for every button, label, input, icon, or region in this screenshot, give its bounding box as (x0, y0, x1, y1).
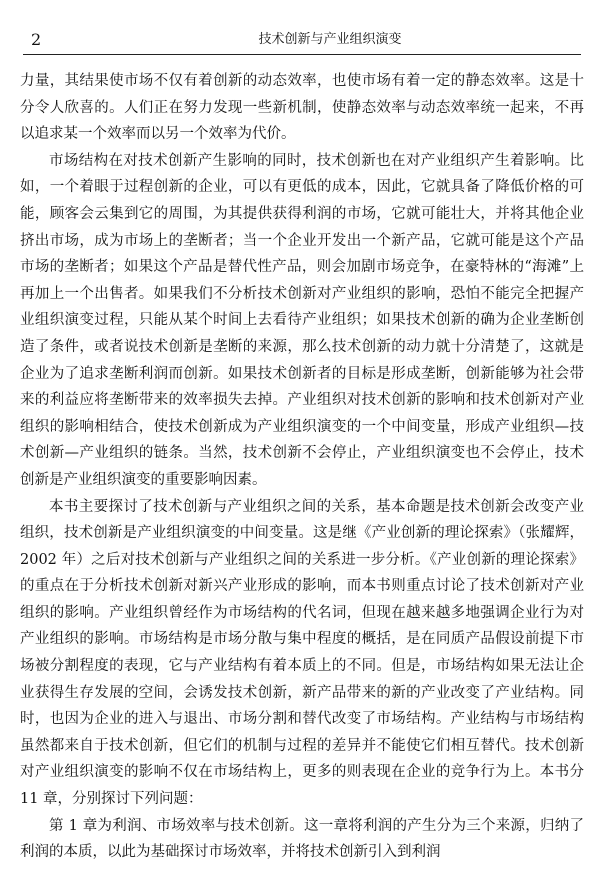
paragraph: 市场结构在对技术创新产生影响的同时，技术创新也在对产业组织产生着影响。比如，一个着眼于过程创新的企业，可以有更低的成本，因此，它就具备了降低价格的可能，顾客会云集到它的周围，为其提供获得利润的市场，它就可能壮大，并将其他企业挤出市场，成为市场上的垄断者；当一个企业开发出一个新产品，它就可能是这个产品市场的垄断者；如果这个产品是替代性产品，则会加剧市场竞争，在豪特林的“海滩”上再加上一个出售者。如果我们不分析技术创新对产业组织的影响，恐怕不能完全把握产业组织演变过程，只能从某个时间上去看待产业组织；如果技术创新的确为企业垄断创造了条件，或者说技术创新是垄断的来源，那么技术创新的动力就十分清楚了，这就是企业为了追求垄断利润而创新。如果技术创新者的目标是形成垄断，创新能够为社会带来的利益应将垄断带来的效率损失去掉。产业组织对技术创新的影响和技术创新对产业组织的影响相结合，使技术创新成为产业组织演变的一个中间变量，形成产业组织—技术创新—产业组织的链条。当然，技术创新不会停止，产业组织演变也不会停止，技术创新是产业组织演变的重要影响因素。 (20, 152, 584, 488)
header-rule (23, 54, 581, 55)
paragraph: 第 1 章为利润、市场效率与技术创新。这一章将利润的产生分为三个来源，归纳了利润的本质，以此为基础探讨市场效率，并将技术创新引入到利润 (20, 817, 584, 861)
paragraph: 本书主要探讨了技术创新与产业组织之间的关系，基本命题是技术创新会改变产业组织，技术创新是产业组织演变的中间变量。这是继《产业创新的理论探索》（张耀辉，2002 年）之后对技术创新与产业组织之间的关系进一步分析。《产业创新的理论探索》的重点在于分析技术创新对新兴产业形成的影响，而本书则重点讨论了技术创新对产业组织的影响。产业组织曾经作为市场结构的代名词，但现在越来越多地强调企业行为对产业组织的影响。市场结构是市场分散与集中程度的概括，是在同质产品假设前提下市场被分割程度的表现，它与产业结构有着本质上的不同。但是，市场结构如果无法让企业获得生存发展的空间，会诱发技术创新，新产品带来的新的产业改变了产业结构。同时，也因为企业的进入与退出、市场分割和替代改变了市场结构。产业结构与市场结构虽然都来自于技术创新，但它们的机制与过程的差异并不能使它们相互替代。技术创新对产业组织演变的影响不仅在市场结构上，更多的则表现在企业的竞争行为上。本书分 11 章，分别探讨下列问题： (20, 498, 584, 808)
body-text (20, 68, 584, 866)
page-header (23, 28, 581, 54)
paragraph: 力量，其结果使市场不仅有着创新的动态效率，也使市场有着一定的静态效率。这是十分令人欣喜的。人们正在努力发现一些新机制，使静态效率与动态效率统一起来，不再以追求某一个效率而以另一个效率为代价。 (20, 73, 584, 143)
page-number: 2 (31, 30, 42, 49)
running-title: 技术创新与产业组织演变 (258, 32, 402, 47)
